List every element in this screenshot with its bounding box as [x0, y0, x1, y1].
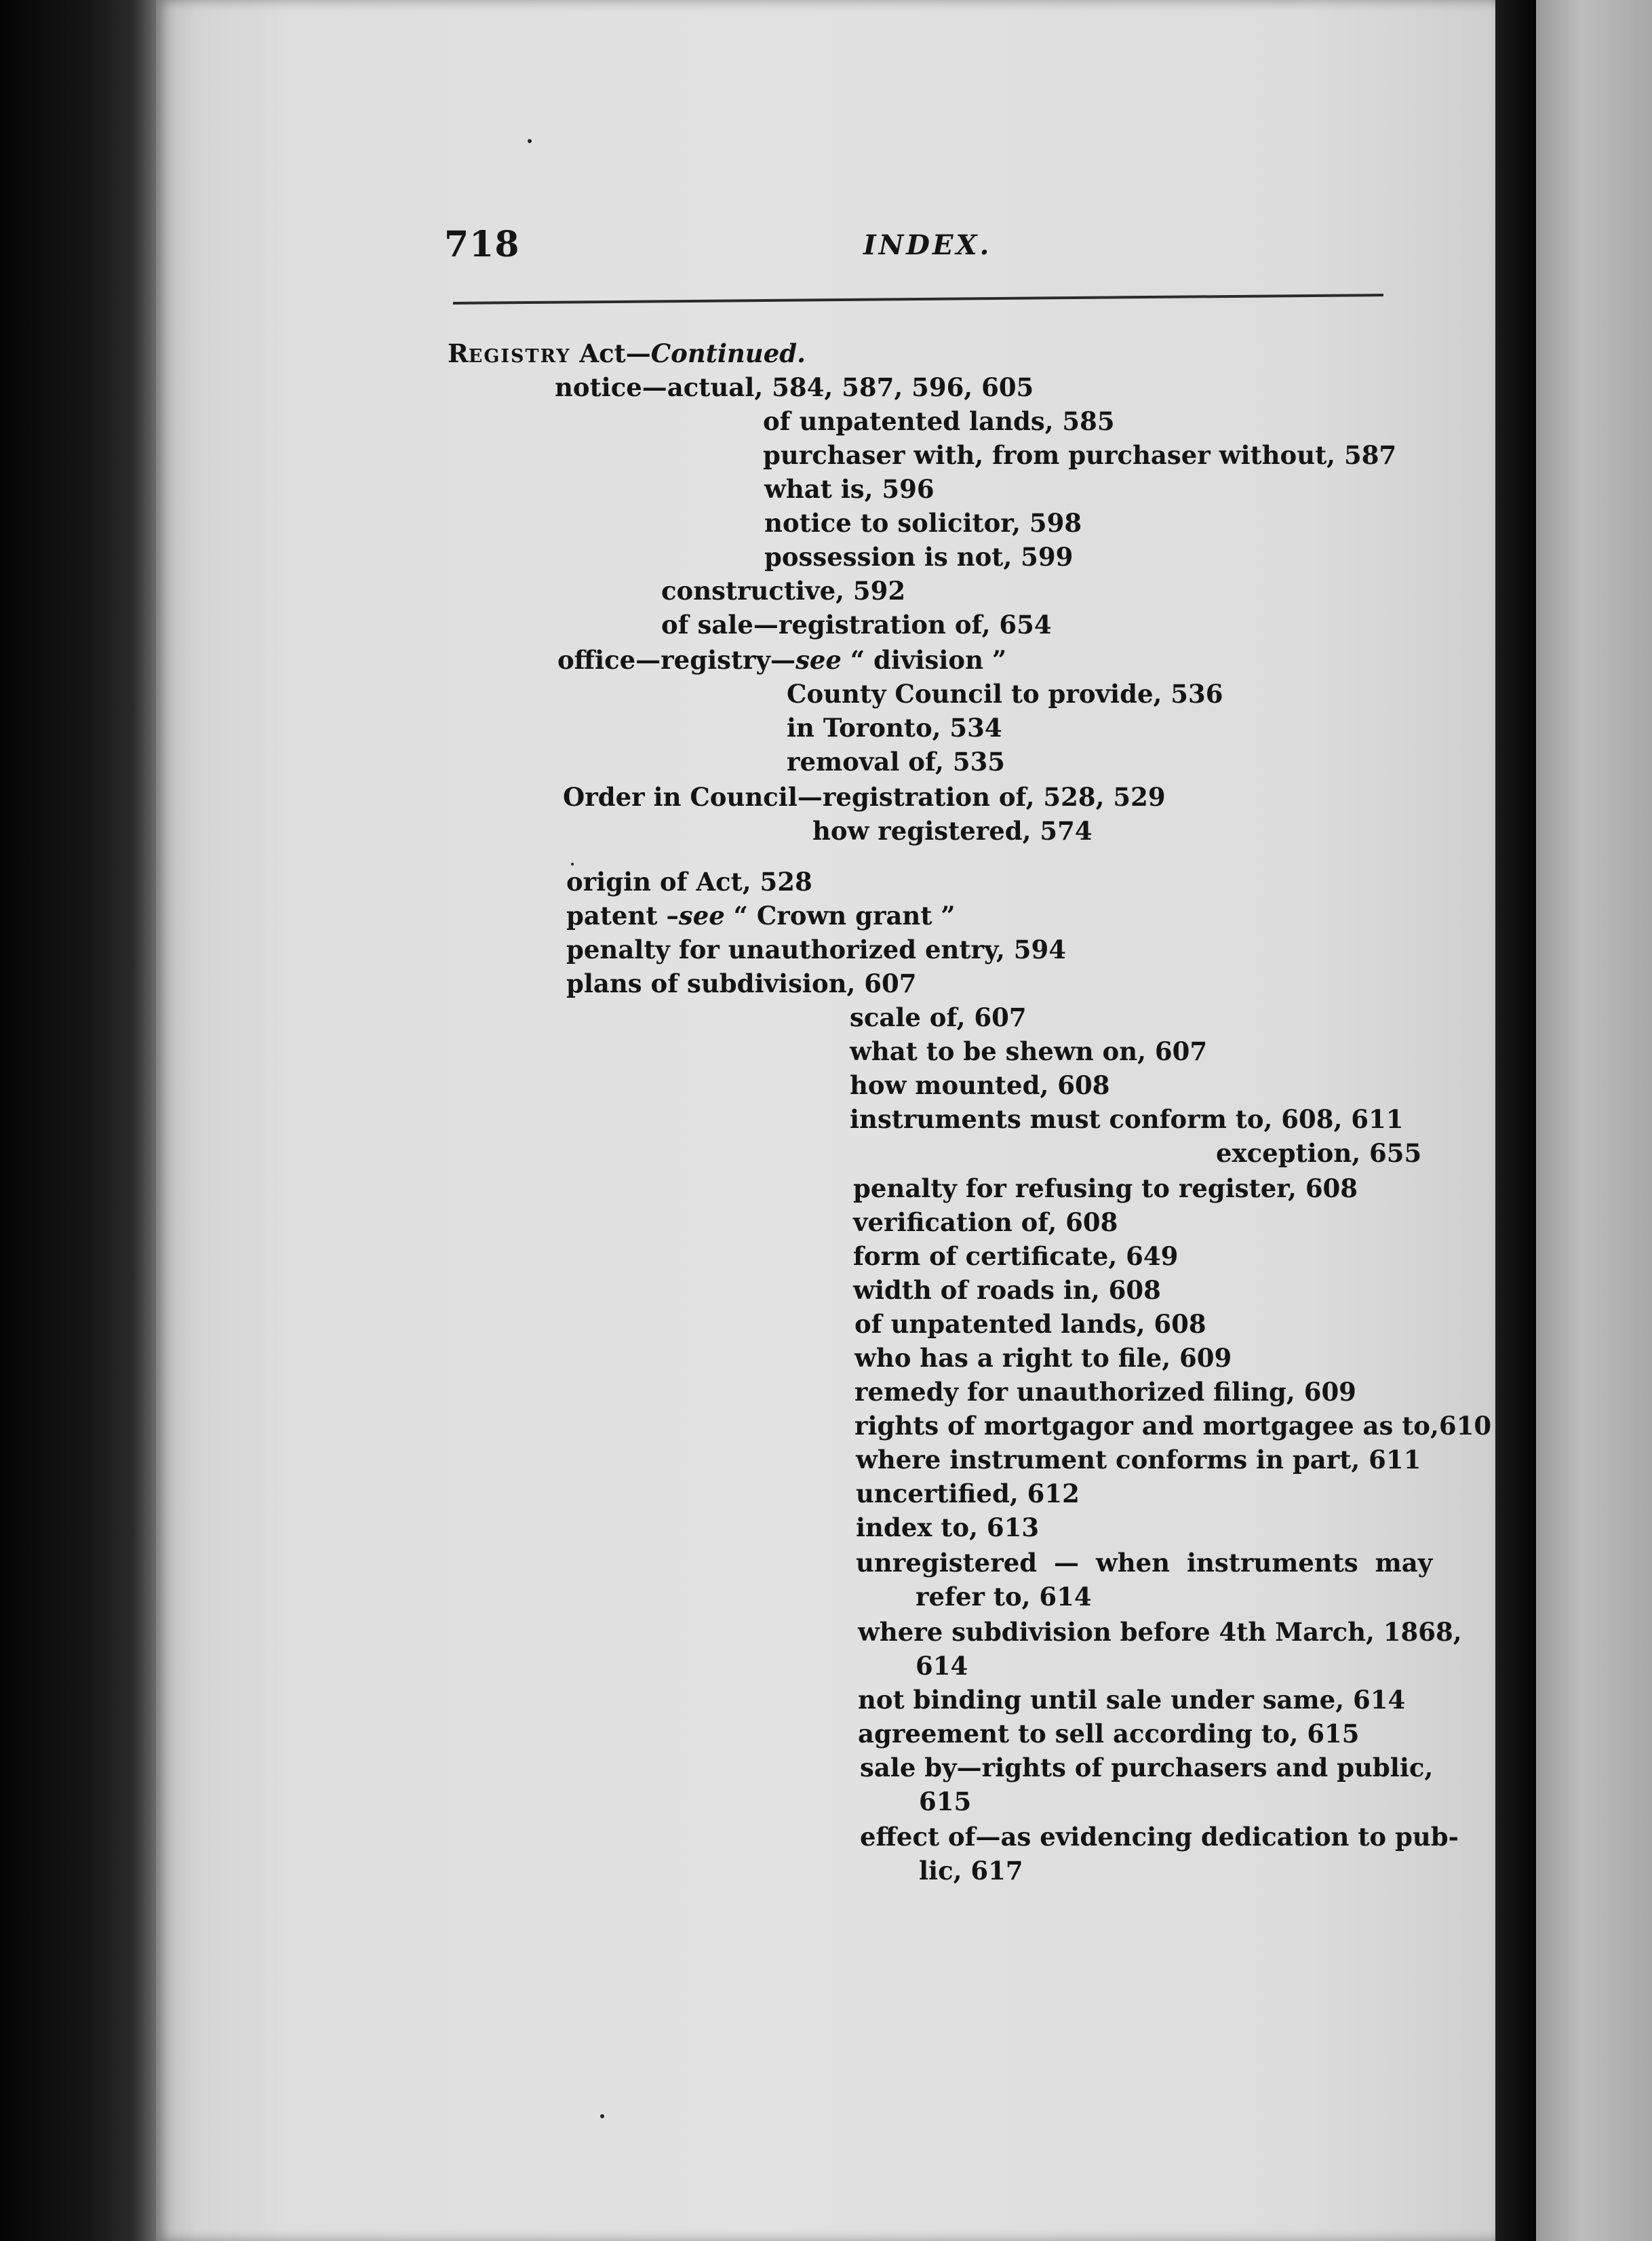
- ink-speck: [571, 863, 574, 865]
- page-number: 718: [444, 224, 520, 265]
- index-line: penalty for refusing to register, 608: [853, 1173, 1358, 1203]
- index-line: constructive, 592: [661, 576, 906, 606]
- adjacent-page-edge: [1536, 0, 1652, 2241]
- index-line: where instrument conforms in part, 611: [856, 1445, 1421, 1475]
- index-line: agreement to sell according to, 615: [858, 1719, 1360, 1749]
- index-line: refer to, 614: [916, 1582, 1092, 1612]
- index-line: possession is not, 599: [764, 542, 1074, 572]
- index-line: penalty for unauthorized entry, 594: [566, 935, 1066, 964]
- running-head: INDEX.: [863, 229, 992, 261]
- page-gutter: [1495, 0, 1536, 2241]
- index-line: 615: [919, 1787, 972, 1816]
- index-line: verification of, 608: [853, 1207, 1118, 1237]
- index-line: width of roads in, 608: [853, 1275, 1161, 1305]
- index-line: Order in Council—registration of, 528, 529: [563, 782, 1166, 812]
- index-line: form of certificate, 649: [853, 1241, 1179, 1271]
- index-line: notice—actual, 584, 587, 596, 605: [555, 372, 1034, 402]
- index-line: in Toronto, 534: [787, 713, 1002, 743]
- index-line: of unpatented lands, 585: [763, 406, 1115, 436]
- index-line: index to, 613: [856, 1513, 1040, 1542]
- index-line: rights of mortgagor and mortgagee as to,610: [854, 1411, 1492, 1441]
- index-line: office—registry—see “ division ”: [557, 645, 1007, 675]
- index-line: instruments must conform to, 608, 611: [850, 1104, 1404, 1134]
- index-line: 614: [916, 1651, 968, 1681]
- index-line: of unpatented lands, 608: [854, 1309, 1206, 1339]
- index-line: origin of Act, 528: [566, 867, 812, 897]
- index-line: of sale—registration of, 654: [661, 610, 1052, 640]
- scan-left-edge: [0, 0, 156, 2241]
- entry-heading: REGISTRY Act—Continued.: [448, 338, 806, 368]
- index-line: where subdivision before 4th March, 1868,: [858, 1617, 1462, 1647]
- index-line: patent –see “ Crown grant ”: [566, 901, 956, 931]
- index-line: plans of subdivision, 607: [566, 969, 917, 998]
- index-line: remedy for unauthorized filing, 609: [854, 1377, 1356, 1407]
- index-line: what to be shewn on, 607: [850, 1036, 1208, 1066]
- index-line: scale of, 607: [850, 1002, 1027, 1032]
- index-line: removal of, 535: [787, 747, 1006, 777]
- index-line: unregistered — when instruments may: [856, 1548, 1433, 1578]
- index-line: notice to solicitor, 598: [764, 508, 1082, 538]
- index-line: lic, 617: [919, 1856, 1023, 1886]
- index-line: purchaser with, from purchaser without, 587: [763, 440, 1397, 470]
- index-line: exception, 655: [1216, 1138, 1422, 1168]
- index-line: who has a right to file, 609: [854, 1343, 1232, 1373]
- index-line: how registered, 574: [812, 816, 1093, 846]
- index-line: not binding until sale under same, 614: [858, 1685, 1406, 1715]
- index-line: uncertified, 612: [856, 1479, 1080, 1508]
- ink-speck: [528, 139, 532, 143]
- page-header: [444, 224, 1380, 271]
- index-line: how mounted, 608: [850, 1070, 1110, 1100]
- index-line: sale by—rights of purchasers and public,: [860, 1753, 1434, 1782]
- index-line: effect of—as evidencing dedication to pub-: [860, 1822, 1459, 1852]
- ink-speck: [600, 2114, 604, 2118]
- index-line: County Council to provide, 536: [787, 679, 1223, 709]
- index-line: what is, 596: [764, 474, 935, 504]
